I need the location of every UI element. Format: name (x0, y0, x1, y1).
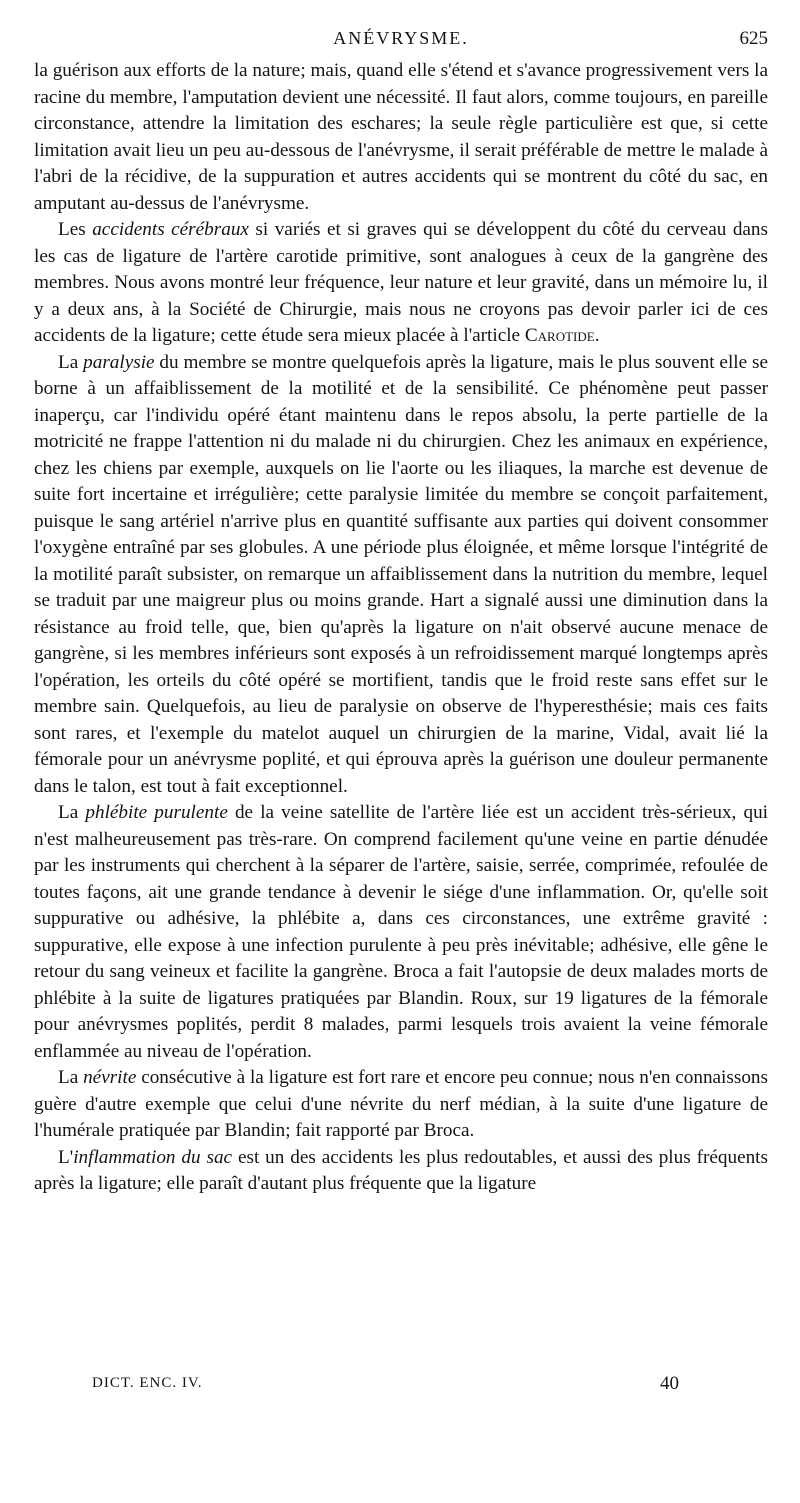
printer-signature: DICT. ENC. IV. (92, 1375, 203, 1391)
text-run: de la veine satellite de l'artère liée est un accident très-sérieux, qui n'est malheureusement pas très-rare. On comprend facilement qu'une veine en partie dénudée par les instruments qui cherchent à la séparer de l'artère, saisie, serrée, comprimée, refoulée de toutes façons, ait une grande tendance à devenir le siége d'une inflammation. Or, qu'elle soit suppurative ou adhésive, la phlébite a, dans ces circonstances, une extrême gravité : suppurative, elle expose à une infection purulente à peu près inévitable; adhésive, elle gêne le retour du sang veineux et facilite la gangrène. Broca a fait l'autopsie de deux malades morts de phlébite à la suite de ligatures pratiquées par Blandin. Roux, sur 19 ligatures de la fémorale pour anévrysmes poplités, perdit 8 malades, parmi lesquels trois avaient la veine fémorale enflammée au niveau de l'opération. (34, 802, 768, 1062)
running-header (34, 28, 768, 52)
sheet-number: 40 (660, 1373, 679, 1394)
italic-term: accidents cérébraux (92, 219, 249, 240)
text-run: . (594, 325, 600, 346)
page-number: 625 (739, 28, 768, 49)
paragraph-accidents-cerebraux (34, 217, 768, 350)
paragraph-gangrene-amputation (34, 58, 768, 217)
running-title: ANÉVRYSME. (333, 28, 469, 48)
paragraph-inflammation-du-sac (34, 1145, 768, 1198)
paragraph-paralysie (34, 350, 768, 801)
paragraph-phlebite-purulente (34, 800, 768, 1065)
text-run: Les (58, 219, 93, 240)
text-run: La (58, 1067, 84, 1088)
paragraph-nevrite (34, 1065, 768, 1145)
text-run: La (58, 351, 84, 373)
text-run: la guérison aux efforts de la nature; mais, quand elle s'étend et s'avance progressivement vers la racine du membre, l'amputation devient une nécessité. Il faut alors, comme toujours, en pareille circonstance, attendre la limitation des eschares; la seule règle particulière est que, si cette limitation avait lieu un peu au-dessous de l'anévrysme, il serait préférable de mettre le malade à l'abri de la récidive, de la suppuration et autres accidents qui se montrent du côté du sac, en amputant au-dessus de l'anévrysme. (34, 60, 768, 214)
italic-term: paralysie (83, 351, 155, 373)
text-run: La (58, 802, 86, 823)
text-run: est un des accidents les plus redoutables, et aussi des plus fréquents après la ligature; elle paraît d'autant plus fréquente que la ligature (34, 1146, 768, 1194)
page-footer (92, 1375, 692, 1401)
text-run: du membre se montre quelquefois après la ligature, mais le plus souvent elle se borne à un affaiblissement de la motilité et de la sensibilité. Ce phénomène peut passer inaperçu, car l'individu opéré étant maintenu dans le repos absolu, la perte partielle de la motricité ne frappe l'attention ni du malade ni du chirurgien. Chez les animaux en expérience, chez les chiens par exemple, auxquels on lie l'aorte ou les iliaques, la marche est devenue de suite fort incertaine et irrégulière; cette paralysie limitée du membre se conçoit parfaitement, puisque le sang artériel n'arrive plus en quantité suffisante aux parties qui doivent consommer l'oxygène entraîné par ses globules. A une période plus éloignée, et même lorsque l'intégrité de la motilité paraît subsister, on remarque un affaiblissement dans la nutrition du membre, lequel se traduit par une maigreur plus ou moins grande. Hart a signalé aussi une diminution dans la résistance au froid telle, que, bien qu'après la ligature on n'ait observé aucune menace de gangrène, si les membres inférieurs sont exposés à un refroidissement marqué longtemps après l'opération, les orteils du côté opéré se mortifient, tandis que le froid reste sans effet sur le membre sain. Quelquefois, au lieu de paralysie on observe de l'hyperesthésie; mais ces faits sont rares, et l'exemple du matelot auquel un chirurgien de la marine, Vidal, avait lié la fémorale pour un anévrysme poplité, et qui éprouva après la guérison une douleur permanente dans le talon, est tout à fait exceptionnel. (34, 351, 768, 797)
text-run: si variés et si graves qui se développent du côté du cerveau dans les cas de ligature de l'artère carotide primitive, sont analogues à ceux de la gangrène des membres. Nous avons montré leur fréquence, leur nature et leur gravité, dans un mémoire lu, il y a deux ans, à la Société de Chirurgie, mais nous ne croyons pas devoir parler ici de ces accidents de la ligature; cette étude sera mieux placée à l'article (34, 219, 768, 346)
italic-term: phlébite purulente (85, 802, 228, 823)
italic-term: inflammation du sac (73, 1146, 233, 1168)
text-run: consécutive à la ligature est fort rare et encore peu connue; nous n'en connaissons guère d'autre exemple que celui d'une névrite du nerf médian, à la suite d'une ligature de l'humérale pratiquée par Blandin; fait rapporté par Broca. (34, 1067, 768, 1141)
text-run: L' (58, 1146, 74, 1168)
cross-reference: Carotide (524, 325, 595, 346)
italic-term: névrite (83, 1067, 137, 1088)
body-text (34, 58, 768, 1198)
